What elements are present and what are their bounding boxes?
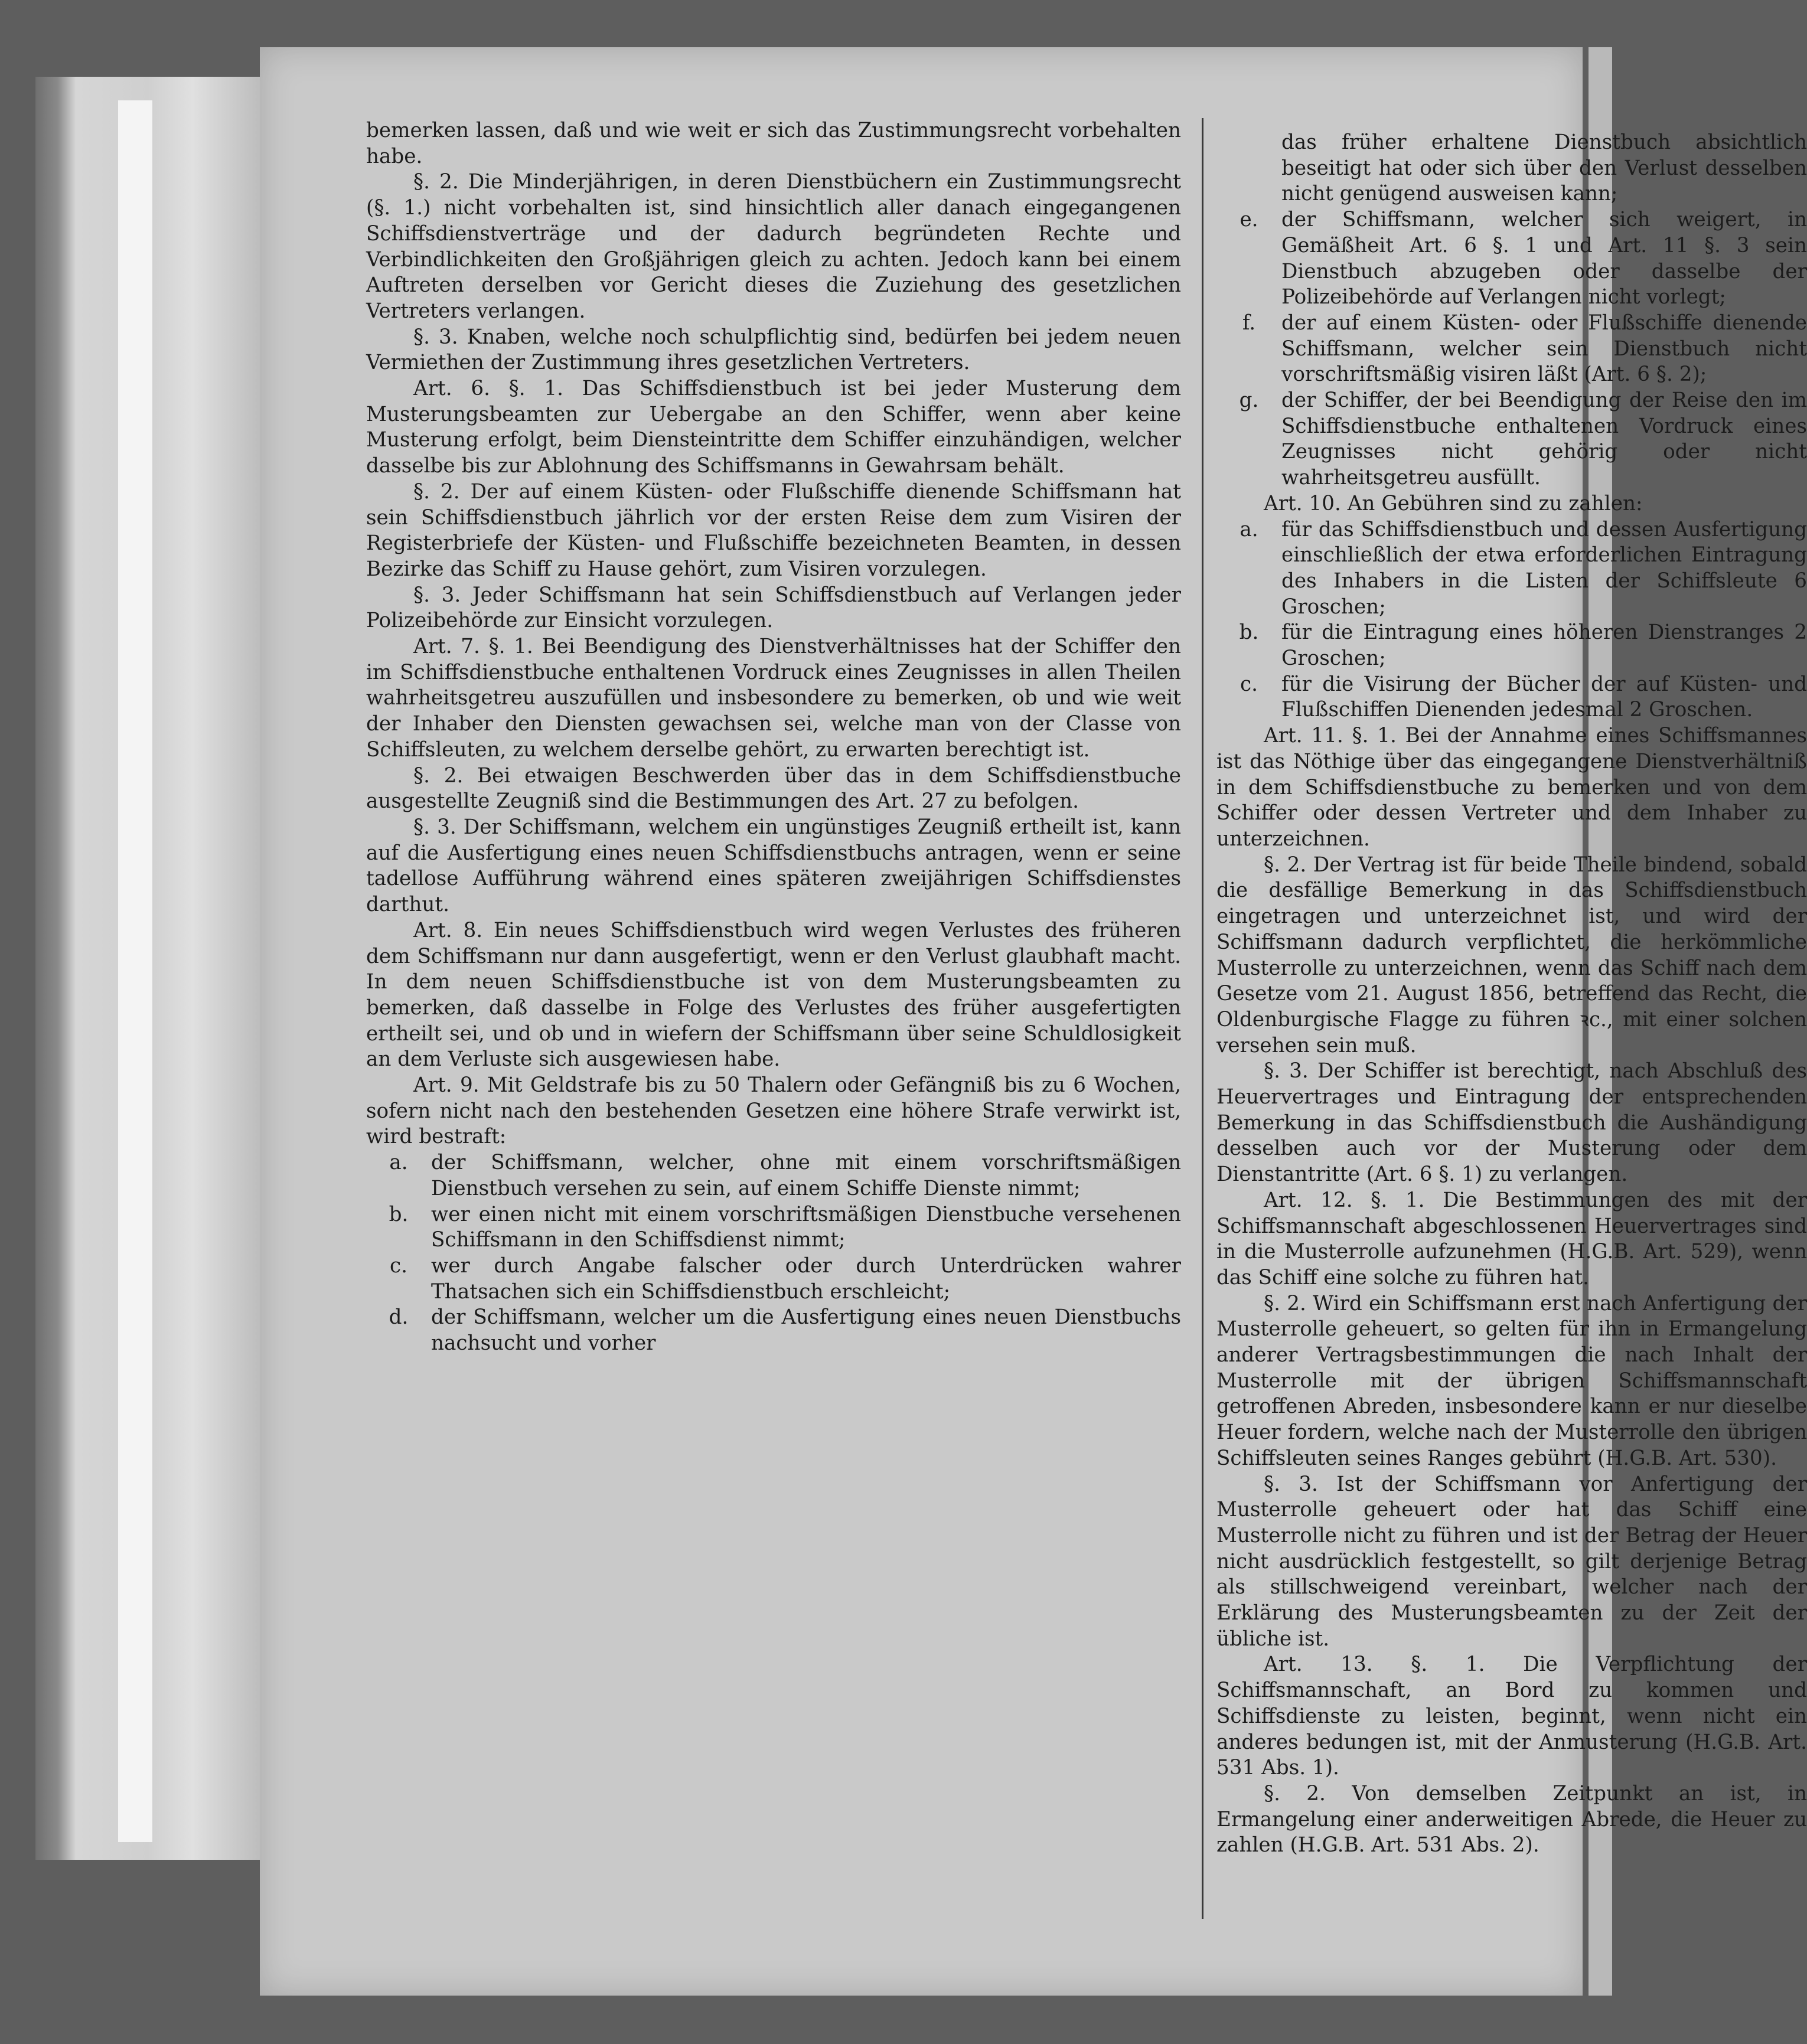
list-item-text: der Schiffer, der bei Beendigung der Reise den im Schiffsdienstbuche enthaltenen Vordruck eines Zeugnisses nicht gehörig oder nicht wahrheitsgetreu ausfüllt.: [1281, 388, 1807, 490]
column-divider: [1202, 118, 1203, 1919]
list-item-text: der Schiffsmann, welcher, ohne mit einem vorschriftsmäßigen Dienstbuch versehen zu sein, auf einem Schiffe Dienste nimmt;: [431, 1151, 1181, 1200]
list-item: [366, 1253, 1181, 1305]
list-item: [1216, 672, 1807, 723]
paragraph: §. 3. Ist der Schiffsmann vor Anfertigung der Musterrolle geheuert oder hat das Schiff eine Musterrolle nicht zu führen und ist der Betrag der Heuer nicht ausdrücklich festgestellt, so gilt derjenige Betrag als stillschweigend vereinbart, welcher nach der Erklärung des Musterungsbeamten zu der Zeit der übliche ist.: [1216, 1472, 1807, 1651]
list-item-label: b.: [389, 1202, 409, 1226]
list-item: [1216, 207, 1807, 311]
paragraph: Art. 8. Ein neues Schiffsdienstbuch wird wegen Verlustes des früheren dem Schiffsmann nur dann ausgefertigt, wenn er den Verlust glaubhaft macht. In dem neuen Schiffsdienstbuche ist von dem Musterungsbeamten zu bemerken, daß dasselbe in Folge des Verlustes des früher ausgefertigten ertheilt sei, und ob und in wiefern der Schiffsmann über seine Schuldlosigkeit an dem Verluste sich ausgewiesen habe.: [366, 918, 1181, 1072]
paragraph: Art. 6. §. 1. Das Schiffsdienstbuch ist bei jeder Musterung dem Musterungsbeamten zur Uebergabe an den Schiffer, wenn aber keine Musterung erfolgt, beim Diensteintritte dem Schiffer einzuhändigen, welcher dasselbe bis zur Ablohnung des Schiffsmanns in Gewahrsam behält.: [366, 377, 1181, 478]
paragraph: Art. 10. An Gebühren sind zu zahlen:: [1264, 491, 1643, 515]
list-item-label: [1216, 130, 1281, 207]
list-item: [366, 1202, 1181, 1253]
right-text-column: [1216, 130, 1807, 1859]
list-item-label: g.: [1239, 388, 1259, 413]
paragraph: bemerken lassen, daß und wie weit er sich das Zustimmungsrecht vorbehalten habe.: [366, 119, 1181, 168]
list-item: [1216, 620, 1807, 671]
paragraph: §. 3. Der Schiffsmann, welchem ein ungünstiges Zeugniß ertheilt ist, kann auf die Ausfertigung eines neuen Schiffsdienstbuchs antragen, wenn er seine tadellose Aufführung während eines späteren zweijährigen Schiffsdienstes darthut.: [366, 815, 1181, 917]
paragraph: §. 2. Bei etwaigen Beschwerden über das in dem Schiffsdienstbuche ausgestellte Zeugniß sind die Bestimmungen des Art. 27 zu befolgen.: [366, 763, 1181, 814]
paragraph: §. 2. Von demselben Zeitpunkt an ist, in Ermangelung einer anderweitigen Abrede, die Heuer zu zahlen (H.G.B. Art. 531 Abs. 2).: [1216, 1782, 1807, 1857]
list-item-text: der auf einem Küsten- oder Flußschiffe dienende Schiffsmann, welcher sein Dienstbuch nicht vorschriftsmäßig visiren läßt (Art. 6 §. 2);: [1281, 311, 1807, 387]
list-item: [1216, 388, 1807, 491]
list-item-text: der Schiffsmann, welcher sich weigert, in Gemäßheit Art. 6 §. 1 und Art. 11 §. 3 sein Dienstbuch abzugeben oder dasselbe der Polizeibehörde auf Verlangen nicht vorlegt;: [1281, 208, 1807, 309]
paragraph: §. 2. Der auf einem Küsten- oder Flußschiffe dienende Schiffsmann hat sein Schiffsdienstbuch jährlich vor der ersten Reise dem zum Visiren der Registerbriefe der Küsten- und Flußschiffe bezeichneten Beamten, in dessen Bezirke das Schiff zu Hause gehört, zum Visiren vorzulegen.: [366, 479, 1181, 581]
list-item-text: wer einen nicht mit einem vorschriftsmäßigen Dienstbuche versehenen Schiffsmann in den Schiffsdienst nimmt;: [431, 1202, 1181, 1252]
list-item-text: wer durch Angabe falscher oder durch Unterdrücken wahrer Thatsachen sich ein Schiffsdienstbuch erschleicht;: [431, 1253, 1181, 1304]
list-item-label: e.: [1240, 208, 1258, 232]
list-item-label: a.: [1240, 517, 1258, 541]
list-item-label: f.: [1242, 311, 1256, 335]
list-item-text: der Schiffsmann, welcher um die Ausfertigung eines neuen Dienstbuchs nachsucht und vorher: [431, 1305, 1181, 1356]
list-item-label: c.: [389, 1253, 407, 1278]
list-item-label: b.: [1239, 621, 1259, 645]
left-text-column: [366, 118, 1181, 1357]
paragraph: Art. 11. §. 1. Bei der Annahme eines Schiffsmannes ist das Nöthige über das eingegangene Dienstverhältniß in dem Schiffsdienstbuche zu bemerken und von dem Schiffer oder dessen Vertreter und dem Inhaber zu unterzeichnen.: [1216, 724, 1807, 851]
page-block-edge: [118, 100, 152, 1842]
paragraph: Art. 13. §. 1. Die Verpflichtung der Schiffsmannschaft, an Bord zu kommen und Schiffsdienste zu leisten, beginnt, wenn nicht ein anderes bedungen ist, mit der Anmusterung (H.G.B. Art. 531 Abs. 1).: [1216, 1653, 1807, 1780]
paragraph: Art. 9. Mit Geldstrafe bis zu 50 Thalern oder Gefängniß bis zu 6 Wochen, sofern nicht nach den bestehenden Gesetzen eine höhere Strafe verwirkt ist, wird bestraft:: [366, 1073, 1181, 1149]
list-item-text: für die Visirung der Bücher der auf Küsten- und Flußschiffen Dienenden jedesmal 2 Groschen.: [1281, 672, 1807, 722]
list-item: [1216, 311, 1807, 388]
document-page: [260, 47, 1807, 1996]
paragraph: §. 2. Der Vertrag ist für beide Theile bindend, sobald die desfällige Bemerkung in das Schiffsdienstbuch eingetragen und unterzeichnet ist, und wird der Schiffsmann dadurch verpflichtet, die herkömmliche Musterrolle zu unterzeichnen, wenn das Schiff nach dem Gesetze vom 21. August 1856, betreffend das Recht, die Oldenburgische Flagge zu führen ꝛc., mit einer solchen versehen sein muß.: [1216, 853, 1807, 1057]
paragraph: §. 3. Knaben, welche noch schulpflichtig sind, bedürfen bei jedem neuen Vermiethen der Zustimmung ihres gesetzlichen Vertreters.: [366, 325, 1181, 375]
list-item-text: das früher erhaltene Dienstbuch absichtlich beseitigt hat oder sich über den Verlust desselben nicht genügend ausweisen kann;: [1281, 130, 1807, 206]
list-item-label: c.: [1240, 672, 1258, 696]
paragraph: Art. 7. §. 1. Bei Beendigung des Dienstverhältnisses hat der Schiffer den im Schiffsdienstbuche enthaltenen Vordruck eines Zeugnisses in allen Theilen wahrheitsgetreu auszufüllen und insbesondere zu bemerken, ob und wie weit der Inhaber den Diensten gewachsen sei, welche man von der Classe von Schiffsleuten, zu welchem derselbe gehört, zu erwarten berechtigt ist.: [366, 635, 1181, 762]
list-item-text: für das Schiffsdienstbuch und dessen Ausfertigung einschließlich der etwa erforderlichen Eintragung des Inhabers in die Listen der Schiffsleute 6 Groschen;: [1281, 517, 1807, 619]
list-item: [1216, 517, 1807, 621]
paragraph: §. 2. Die Minderjährigen, in deren Dienstbüchern ein Zustimmungsrecht (§. 1.) nicht vorbehalten ist, sind hinsichtlich aller danach eingegangenen Schiffsdienstverträge und der dadurch begründeten Rechte und Verbindlichkeiten den Großjährigen gleich zu achten. Jedoch kann bei einem Auftreten derselben vor Gericht dieses die Zuziehung des gesetzlichen Vertreters verlangen.: [366, 170, 1181, 323]
list-item-text: für die Eintragung eines höheren Dienstranges 2 Groschen;: [1281, 621, 1807, 671]
book-page-edges: [35, 77, 260, 1860]
list-item: [366, 1150, 1181, 1201]
list-item-label: a.: [389, 1151, 408, 1175]
list-item-label: d.: [389, 1305, 409, 1330]
paragraph: §. 3. Der Schiffer ist berechtigt, nach Abschluß des Heuervertrages und Eintragung der entsprechenden Bemerkung in das Schiffsdienstbuch die Aushändigung desselben auch vor der Musterung oder dem Dienstantritte (Art. 6 §. 1) zu verlangen.: [1216, 1059, 1807, 1187]
paragraph: §. 3. Jeder Schiffsmann hat sein Schiffsdienstbuch auf Verlangen jeder Polizeibehörde zur Einsicht vorzulegen.: [366, 583, 1181, 633]
list-item: [1216, 130, 1807, 207]
paragraph: Art. 12. §. 1. Die Bestimmungen des mit der Schiffsmannschaft abgeschlossenen Heuervertrages sind in die Musterrolle aufzunehmen (H.G.B. Art. 529), wenn das Schiff eine solche zu führen hat.: [1216, 1188, 1807, 1289]
list-item: [366, 1305, 1181, 1356]
paragraph: §. 2. Wird ein Schiffsmann erst nach Anfertigung der Musterrolle geheuert, so gelten für ihn in Ermangelung anderer Vertragsbestimmungen die nach Inhalt der Musterrolle mit der übrigen Schiffsmannschaft getroffenen Abreden, insbesondere kann er nur dieselbe Heuer fordern, welche nach der Musterrolle den übrigen Schiffsleuten seines Ranges gebührt (H.G.B. Art. 530).: [1216, 1291, 1807, 1470]
